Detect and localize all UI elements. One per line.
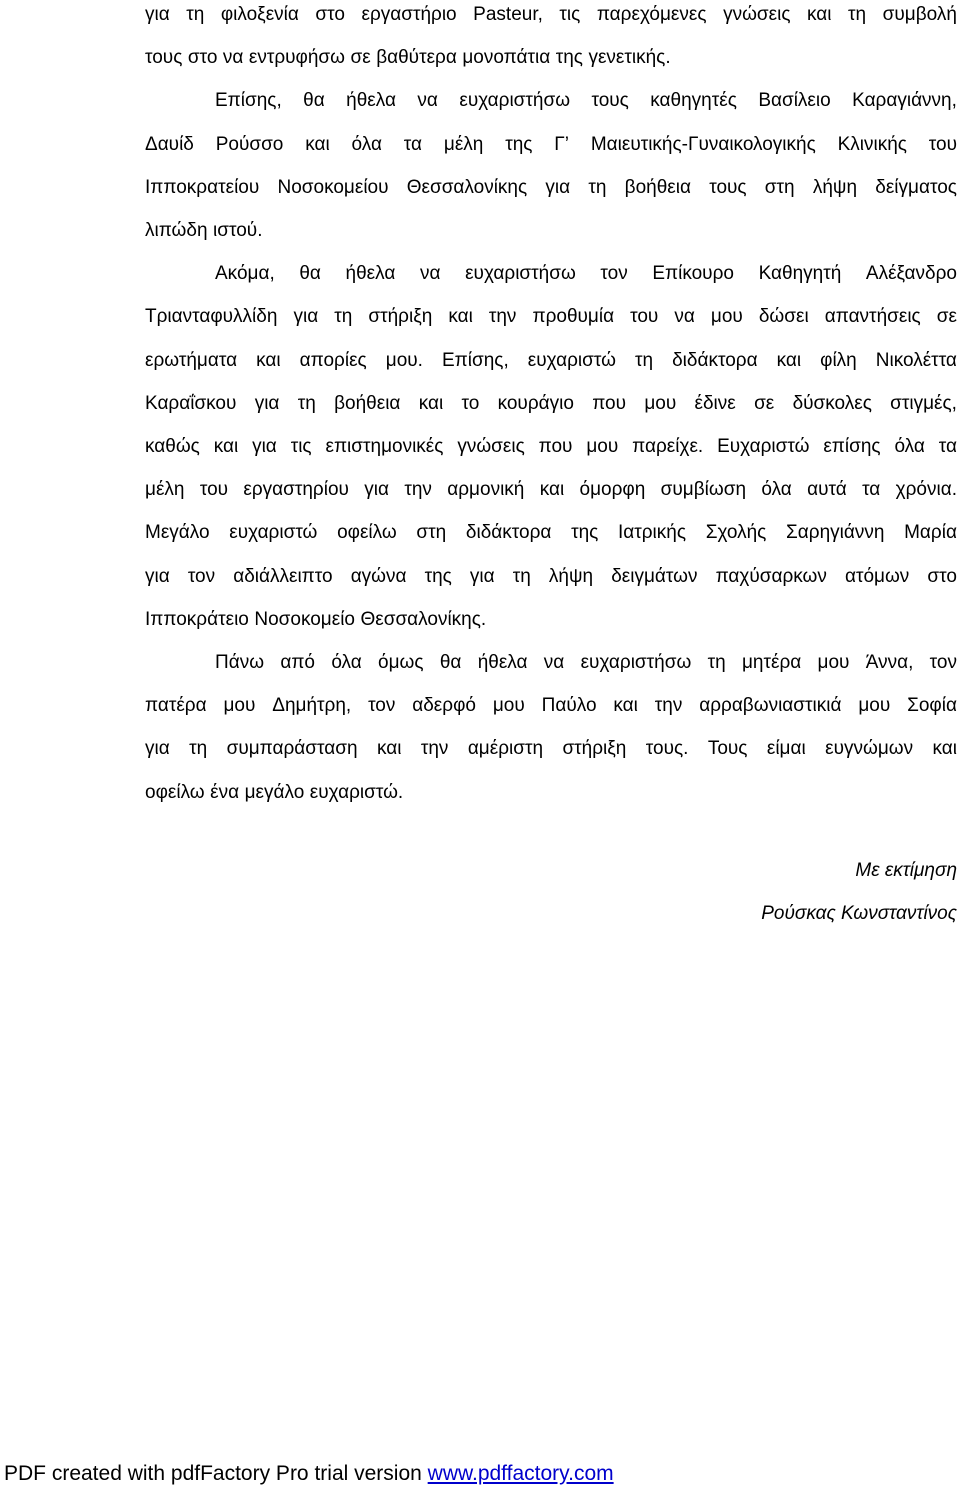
footer-text: PDF created with pdfFactory Pro trial version bbox=[4, 1462, 428, 1485]
footer-link[interactable]: www.pdffactory.com bbox=[427, 1462, 614, 1485]
text-line: τους στο να εντρυφήσω σε βαθύτερα μονοπάτια της γενετικής. bbox=[145, 47, 671, 69]
text-line: Μεγάλο ευχαριστώ οφείλω στη διδάκτορα της Ιατρικής Σχολής Σαρηγιάννη Μαρία bbox=[145, 522, 957, 544]
text-line: για τη φιλοξενία στο εργαστήριο Pasteur, τις παρεχόμενες γνώσεις και τη συμβολή bbox=[145, 4, 957, 25]
text-line: Πάνω από όλα όμως θα ήθελα να ευχαριστήσω τη μητέρα μου Άννα, τον bbox=[215, 652, 957, 673]
text-line: Τριανταφυλλίδη για τη στήριξη και την προθυμία του να μου δώσει απαντήσεις σε bbox=[145, 306, 957, 328]
text-line: λιπώδη ιστού. bbox=[145, 220, 263, 241]
text-line: για τον αδιάλλειπτο αγώνα της για τη λήψη δειγμάτων παχύσαρκων ατόμων στο bbox=[145, 565, 957, 587]
text-line: για τη συμπαράσταση και την αμέριστη στήριξη τους. Τους είμαι ευγνώμων και bbox=[145, 738, 957, 760]
closing-text: Με εκτίμηση bbox=[855, 860, 957, 881]
text-line: καθώς και για τις επιστημονικές γνώσεις που μου παρείχε. Ευχαριστώ επίσης όλα τα bbox=[145, 436, 957, 457]
text-line: πατέρα μου Δημήτρη, τον αδερφό μου Παύλο και την αρραβωνιαστικιά μου Σοφία bbox=[145, 695, 957, 717]
text-line: Δαυίδ Ρούσσο και όλα τα μέλη της Γ’ Μαιευτικής-Γυναικολογικής Κλινικής του bbox=[145, 133, 957, 155]
signature-name: Ρούσκας Κωνσταντίνος bbox=[761, 903, 957, 924]
text-line: Ιπποκρατείου Νοσοκομείου Θεσσαλονίκης για τη βοήθεια τους στη λήψη δείγματος bbox=[145, 176, 957, 198]
pdf-footer bbox=[4, 1460, 614, 1488]
text-line: ερωτήματα και απορίες μου. Επίσης, ευχαριστώ τη διδάκτορα και φίλη Νικολέττα bbox=[145, 349, 957, 371]
text-line: Επίσης, θα ήθελα να ευχαριστήσω τους καθηγητές Βασίλειο Καραγιάννη, bbox=[215, 90, 957, 112]
text-line: οφείλω ένα μεγάλο ευχαριστώ. bbox=[145, 781, 404, 803]
text-line: Ιπποκράτειο Νοσοκομείο Θεσσαλονίκης. bbox=[145, 608, 487, 630]
text-line: μέλη του εργαστηρίου για την αρμονική και όμορφη συμβίωση όλα αυτά τα χρόνια. bbox=[145, 479, 957, 501]
text-line: Καραΐσκου για τη βοήθεια και το κουράγιο που μου έδινε σε δύσκολες στιγμές, bbox=[145, 392, 957, 414]
text-line: Ακόμα, θα ήθελα να ευχαριστήσω τον Επίκουρο Καθηγητή Αλέξανδρο bbox=[215, 263, 957, 285]
